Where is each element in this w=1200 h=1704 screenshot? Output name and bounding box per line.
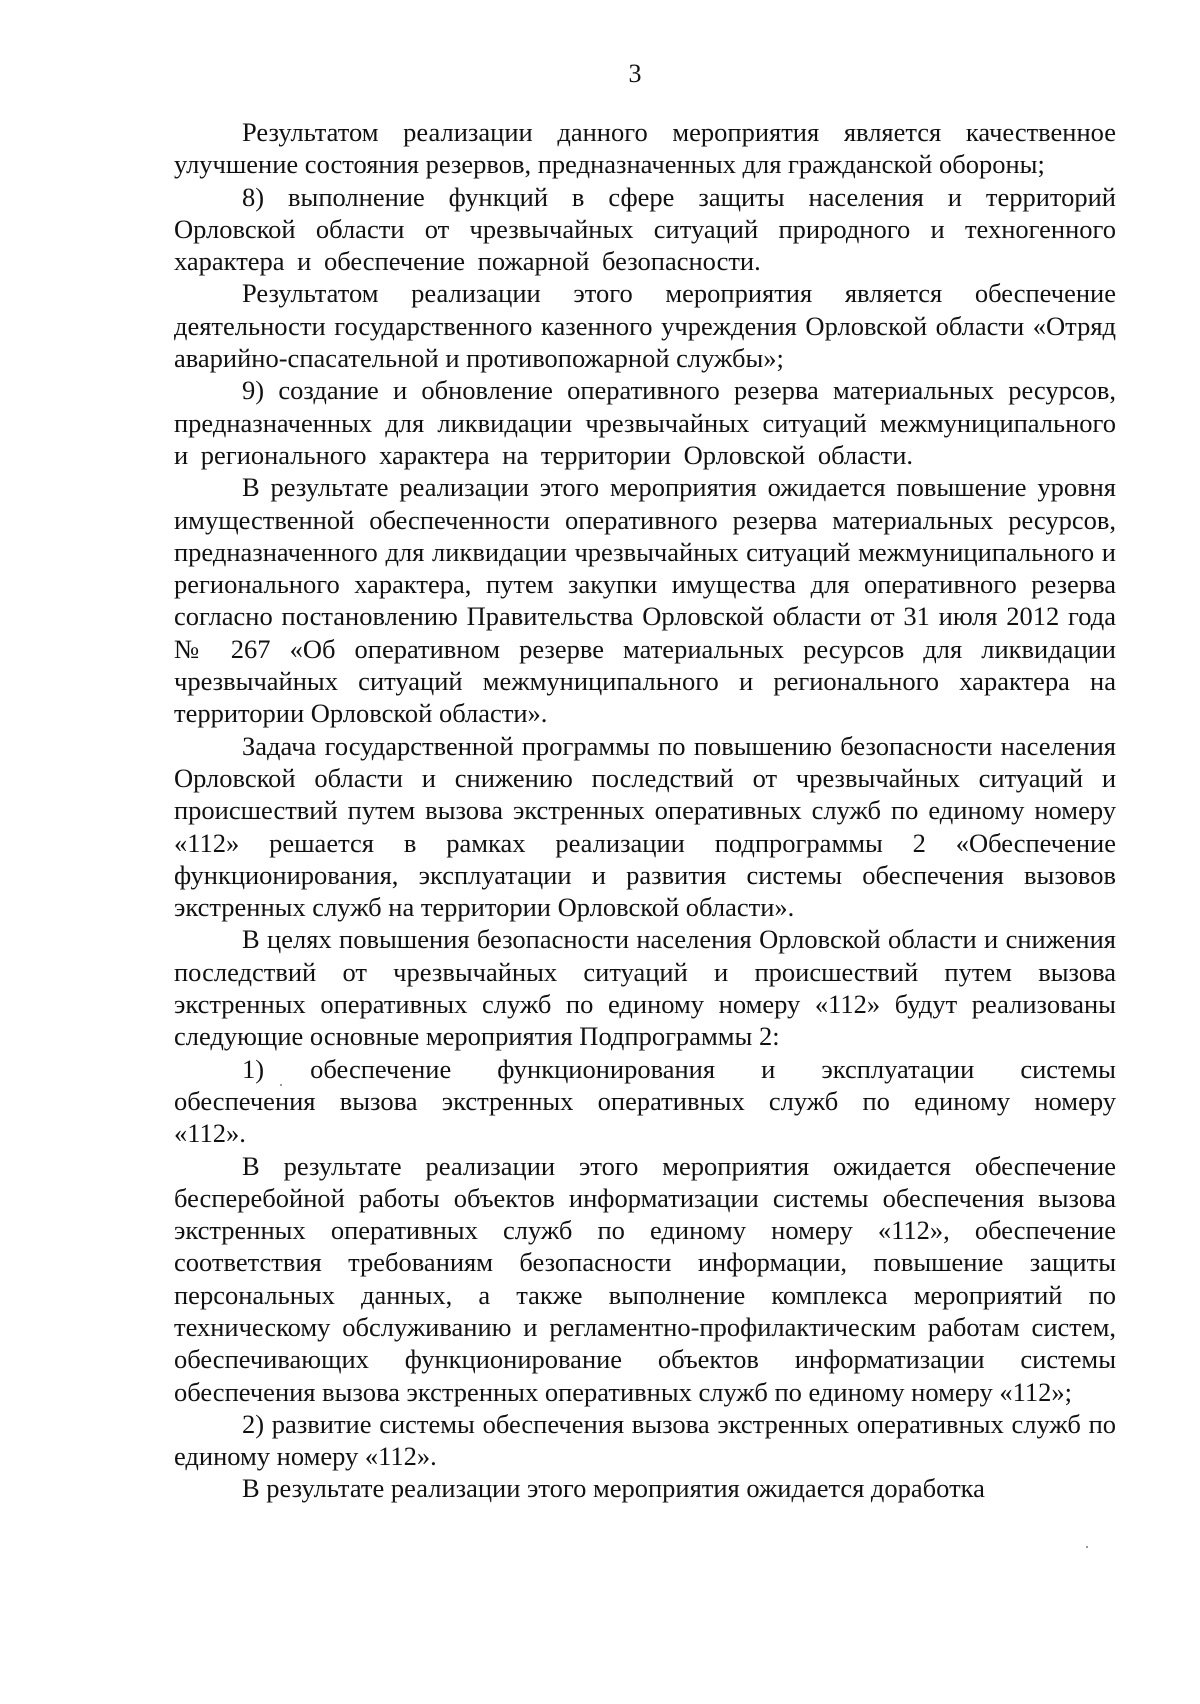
scan-speck bbox=[1086, 1546, 1088, 1548]
paragraph-result-reserves: Результатом реализации данного мероприятия является качественное улучшение состояния резервов, предназначенных для гражданской обороны; bbox=[174, 117, 1116, 180]
paragraph-result-rescue-service: Результатом реализации этого мероприятия является обеспечение деятельности государственного казенного учреждения Орловской области «Отряд аварийно-спасательной и противопожарной службы»; bbox=[174, 278, 1116, 374]
document-body bbox=[174, 116, 1116, 1505]
paragraph-program-task: Задача государственной программы по повышению безопасности населения Орловской области и снижению последствий от чрезвычайных ситуаций и происшествий путем вызова экстренных оперативных служб по единому номеру «112» решается в рамках реализации подпрограммы 2 «Обеспечение функционирования, эксплуатации и развития системы обеспечения вызовов экстренных служб на территории Орловской области». bbox=[174, 730, 1116, 923]
scan-speck bbox=[280, 1084, 282, 1086]
paragraph-item-8: 8) выполнение функций в сфере защиты населения и территорий Орловской области от чрезвычайных ситуаций природного и техногенного характера и обеспечение пожарной безопасности. bbox=[174, 181, 1116, 277]
paragraph-result-refinement: В результате реализации этого мероприятия ожидается доработка bbox=[242, 1473, 985, 1504]
page-number: 3 bbox=[628, 59, 642, 88]
paragraph-result-operative-reserve: В результате реализации этого мероприятия ожидается повышение уровня имущественной обеспеченности оперативного резерва материальных ресурсов, предназначенного для ликвидации чрезвычайных ситуаций межмуниципального и регионального характера, путем закупки имущества для оперативного резерва согласно постановлению Правительства Орловской области от 31 июля 2012 года № 267 «Об оперативном резерве материальных ресурсов для ликвидации чрезвычайных ситуаций межмуниципального и регионального характера на территории Орловской области». bbox=[174, 472, 1116, 729]
paragraph-item-2: 2) развитие системы обеспечения вызова экстренных оперативных служб по единому номеру «112». bbox=[174, 1408, 1116, 1472]
paragraph-item-9: 9) создание и обновление оперативного резерва материальных ресурсов, предназначенных для ликвидации чрезвычайных ситуаций межмуниципального и регионального характера на территории Орловской области. bbox=[174, 375, 1116, 470]
paragraph-main-measures: В целях повышения безопасности населения Орловской области и снижения последствий от чрезвычайных ситуаций и происшествий путем вызова экстренных оперативных служб по единому номеру «112» будут реализованы следующие основные мероприятия Подпрограммы 2: bbox=[174, 924, 1116, 1052]
paragraph-item-1: 1) обеспечение функционирования и эксплуатации системы обеспечения вызова экстренных оперативных служб по единому номеру «112». bbox=[174, 1053, 1116, 1149]
paragraph-result-system-112: В результате реализации этого мероприятия ожидается обеспечение бесперебойной работы объектов информатизации системы обеспечения вызова экстренных оперативных служб по единому номеру «112», обеспечение соответствия требованиям безопасности информации, повышение защиты персональных данных, а также выполнение комплекса мероприятий по техническому обслуживанию и регламентно-профилактическим работам систем, обеспечивающих функционирование объектов информатизации системы обеспечения вызова экстренных оперативных служб по единому номеру «112»; bbox=[174, 1150, 1116, 1407]
